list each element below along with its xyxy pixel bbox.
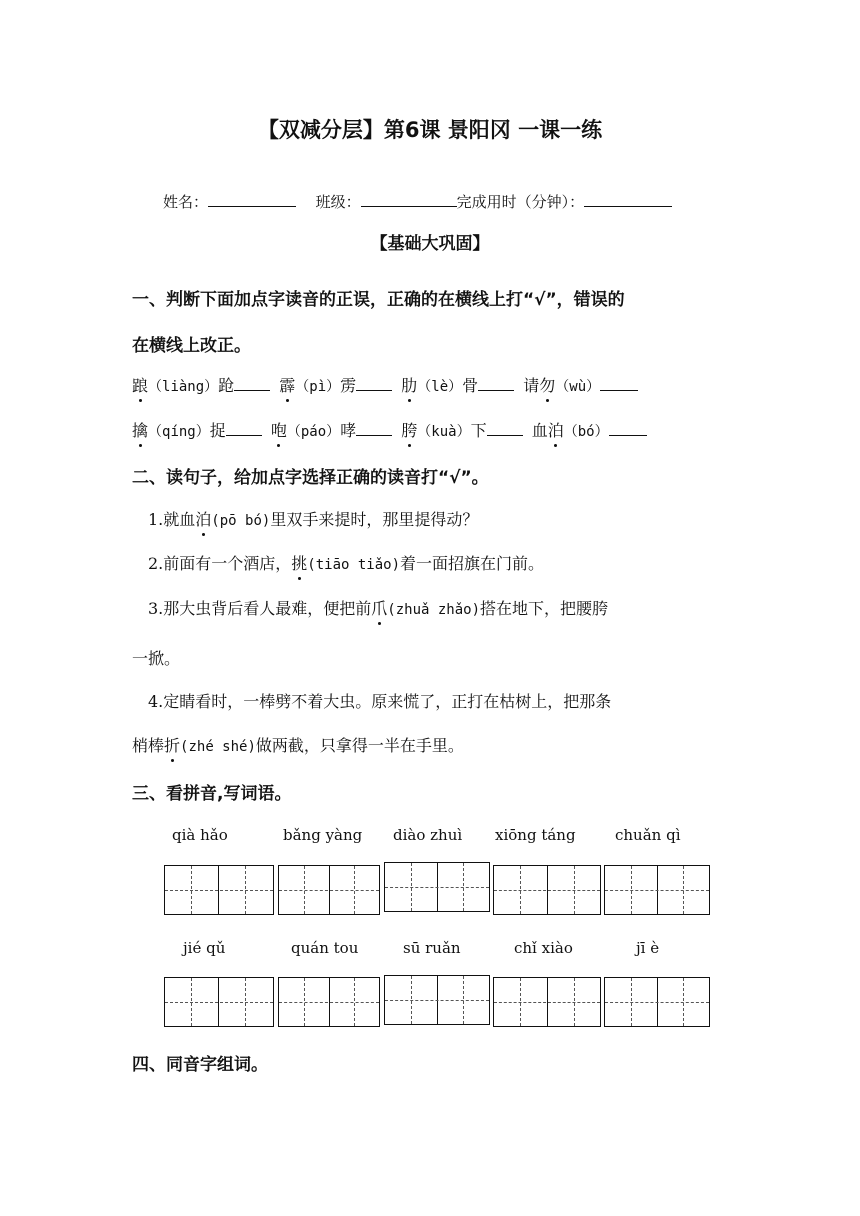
name-blank[interactable]	[208, 190, 296, 207]
answer-blank[interactable]	[487, 421, 523, 436]
q1-heading-line1: 一、判断下面加点字读音的正误，正确的在横线上打“√”，错误的	[132, 290, 625, 310]
writing-grid[interactable]	[278, 977, 380, 1027]
answer-blank[interactable]	[478, 376, 514, 391]
dotted-char: 挑	[291, 551, 307, 574]
writing-grid[interactable]	[604, 865, 710, 915]
answer-blank[interactable]	[356, 421, 392, 436]
q1-item: 血泊（bó）	[532, 418, 647, 441]
answer-blank[interactable]	[226, 421, 262, 436]
q3-pinyin-9: chǐ xiào	[514, 939, 573, 957]
q3-pinyin-6: jié qǔ	[183, 939, 226, 957]
q3-pinyin-2: bǎng yàng	[283, 826, 363, 844]
q2-sentence-3-cont: 一掀。	[132, 649, 181, 668]
dotted-char: 擒	[132, 418, 148, 441]
answer-blank[interactable]	[609, 421, 647, 436]
q3-pinyin-3: diào zhuì	[393, 826, 463, 844]
pinyin-choices[interactable]: (zhé shé)	[180, 739, 256, 755]
q1-item: 请勿（wù）	[523, 373, 638, 396]
pinyin-choices[interactable]: (zhuǎ zhǎo)	[387, 602, 481, 618]
q2-sentence-4-line2: 梢棒折(zhé shé)做两截，只拿得一半在手里。	[132, 733, 464, 756]
pinyin-choices[interactable]: (tiāo tiǎo)	[307, 557, 401, 573]
q1-item: 咆（páo）哮	[271, 418, 392, 441]
writing-grid[interactable]	[604, 977, 710, 1027]
time-label: 完成用时（分钟）：	[456, 193, 585, 211]
writing-grid[interactable]	[493, 977, 601, 1027]
q2-sentence-3: 3.那大虫背后看人最难，便把前爪(zhuǎ zhǎo)搭在地下，把腰胯	[148, 596, 608, 619]
page-title: 【双减分层】第6课 景阳冈 一课一练	[257, 118, 603, 142]
writing-grid[interactable]	[493, 865, 601, 915]
dotted-char: 踉	[132, 373, 148, 396]
dotted-char: 勿	[539, 373, 555, 396]
dotted-char: 霹	[279, 373, 295, 396]
q2-heading: 二、读句子，给加点字选择正确的读音打“√”。	[132, 468, 489, 488]
q1-item: 肋（lè）骨	[401, 373, 514, 396]
student-info-line	[163, 190, 672, 212]
dotted-char: 折	[164, 733, 180, 756]
answer-blank[interactable]	[356, 376, 392, 391]
dotted-char: 泊	[195, 507, 211, 530]
dotted-char: 肋	[401, 373, 417, 396]
q1-row1	[132, 373, 642, 396]
writing-grid[interactable]	[384, 862, 490, 912]
q3-pinyin-4: xiōng táng	[495, 826, 576, 844]
dotted-char: 爪	[371, 596, 387, 619]
q3-pinyin-8: sū ruǎn	[403, 939, 461, 957]
name-label: 姓名：	[163, 193, 209, 211]
answer-blank[interactable]	[234, 376, 270, 391]
dotted-char: 咆	[271, 418, 287, 441]
dotted-char: 胯	[401, 418, 417, 441]
writing-grid[interactable]	[278, 865, 380, 915]
answer-blank[interactable]	[600, 376, 638, 391]
q1-item: 擒（qíng）捉	[132, 418, 262, 441]
q3-pinyin-10: jī è	[636, 939, 660, 957]
writing-grid[interactable]	[384, 975, 490, 1025]
pinyin-choices[interactable]: (pō bó)	[211, 513, 271, 529]
q3-heading: 三、看拼音,写词语。	[132, 784, 292, 804]
q1-heading-line2: 在横线上改正。	[132, 336, 251, 356]
q4-heading: 四、同音字组词。	[132, 1055, 268, 1075]
class-blank[interactable]	[361, 190, 457, 207]
q1-row2	[132, 418, 651, 441]
q1-item: 霹（pì）雳	[279, 373, 392, 396]
q3-pinyin-7: quán tou	[291, 939, 359, 957]
q1-item: 胯（kuà）下	[401, 418, 522, 441]
q2-sentence-2: 2.前面有一个酒店，挑(tiāo tiǎo)着一面招旗在门前。	[148, 551, 544, 574]
writing-grid[interactable]	[164, 865, 274, 915]
q3-pinyin-1: qià hǎo	[172, 826, 228, 844]
writing-grid[interactable]	[164, 977, 274, 1027]
dotted-char: 泊	[548, 418, 564, 441]
q2-sentence-4-line1: 4.定睛看时，一棒劈不着大虫。原来慌了，正打在枯树上，把那条	[148, 692, 612, 711]
class-label: 班级：	[315, 193, 361, 211]
time-blank[interactable]	[584, 190, 672, 207]
q1-item: 踉（liàng）跄	[132, 373, 270, 396]
section-title: 【基础大巩固】	[370, 234, 490, 254]
q3-pinyin-5: chuǎn qì	[615, 826, 681, 844]
q2-sentence-1: 1.就血泊(pō bó)里双手来提时，那里提得动？	[148, 507, 478, 530]
